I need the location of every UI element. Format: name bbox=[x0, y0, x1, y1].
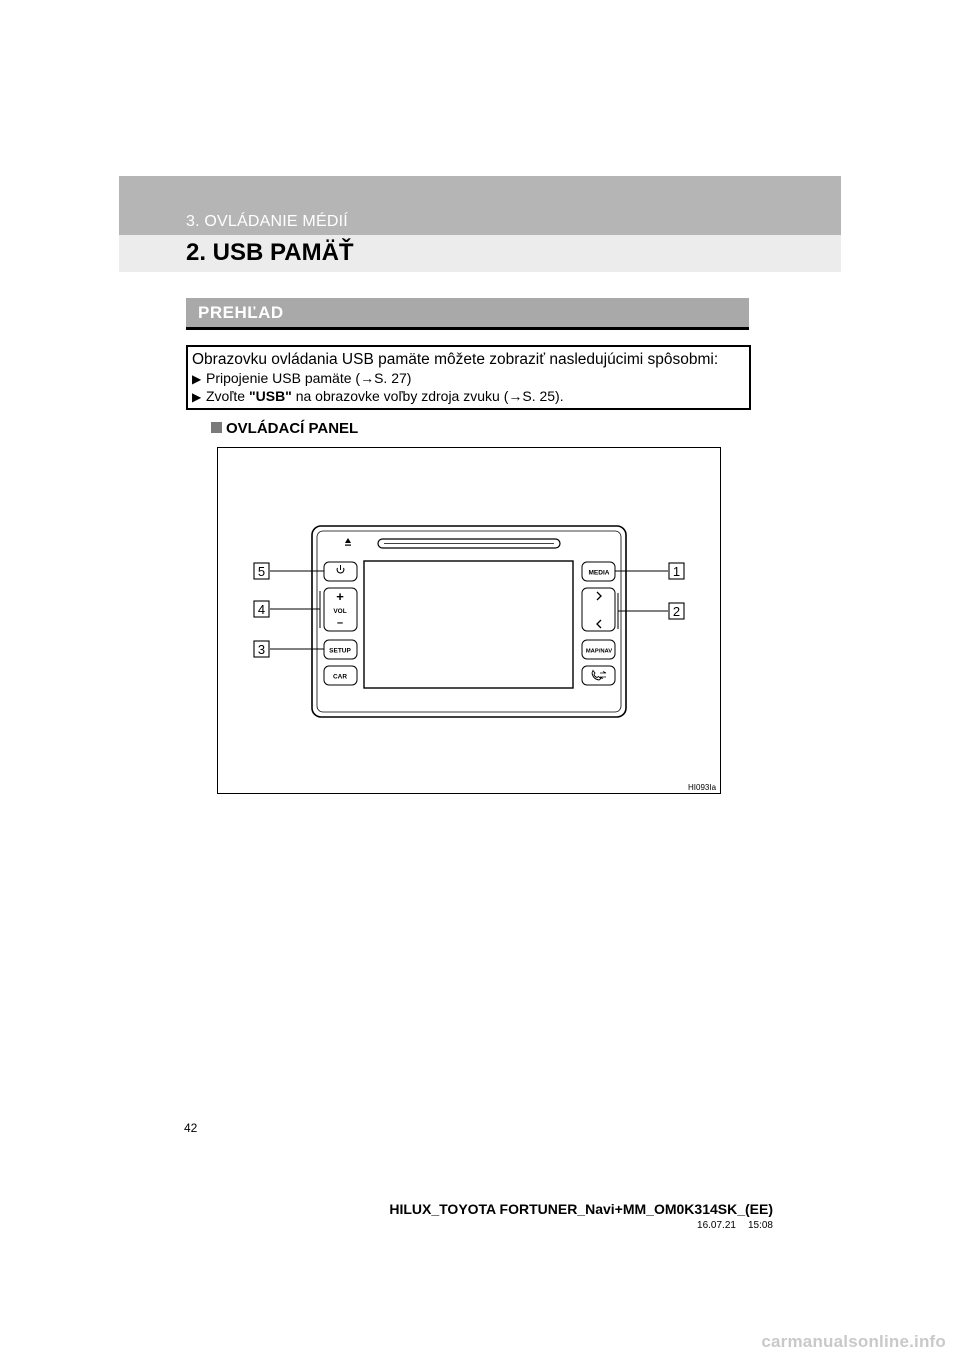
seek-track-button bbox=[582, 588, 615, 631]
overview-item-2-pre: Zvoľte bbox=[206, 388, 249, 404]
overview-heading bbox=[186, 298, 749, 330]
map-nav-label: MAP/NAV bbox=[585, 648, 613, 655]
page-title: 2. USB PAMÄŤ bbox=[186, 239, 354, 266]
overview-item-2 bbox=[192, 387, 564, 407]
volume-plus: + bbox=[336, 589, 344, 604]
overview-item-1 bbox=[192, 369, 411, 389]
overview-item-2-post: na obrazovke voľby zdroja zvuku (→S. 25). bbox=[291, 388, 564, 404]
overview-item-2-usb: "USB" bbox=[248, 388, 292, 404]
control-panel-illustration bbox=[218, 448, 720, 793]
footer-timestamp bbox=[697, 1220, 773, 1231]
square-bullet-icon bbox=[211, 422, 222, 433]
control-panel-figure bbox=[217, 447, 721, 794]
panel-subheading bbox=[211, 420, 358, 437]
chapter-label: 3. OVLÁDANIE MÉDIÍ bbox=[186, 213, 348, 230]
panel-subheading-text: OVLÁDACÍ PANEL bbox=[226, 420, 359, 437]
setup-label: SETUP bbox=[329, 647, 351, 655]
overview-box bbox=[186, 345, 751, 410]
svg-text:3: 3 bbox=[257, 642, 266, 657]
overview-intro: Obrazovku ovládania USB pamäte môžete zobraziť nasledujúcimi spôsobmi: bbox=[192, 351, 719, 368]
svg-text:5: 5 bbox=[257, 564, 266, 579]
power-button bbox=[324, 562, 357, 581]
overview-title: PREHĽAD bbox=[198, 303, 284, 322]
footer-time: 15:08 bbox=[747, 1220, 773, 1231]
section-header bbox=[119, 235, 841, 272]
svg-text:2: 2 bbox=[672, 604, 681, 619]
volume-minus: – bbox=[336, 617, 344, 629]
media-label: MEDIA bbox=[588, 569, 610, 577]
figure-code: HI093Ia bbox=[688, 783, 717, 792]
watermark: carmanualsonline.info bbox=[761, 1332, 946, 1351]
page-number: 42 bbox=[184, 1121, 198, 1135]
bullet-triangle-icon: ▶ bbox=[192, 372, 202, 386]
svg-text:4: 4 bbox=[257, 602, 266, 617]
svg-text:1: 1 bbox=[672, 564, 681, 579]
display-screen bbox=[364, 561, 573, 688]
car-label: CAR bbox=[332, 673, 348, 681]
overview-item-1-text: Pripojenie USB pamäte (→S. 27) bbox=[206, 370, 412, 386]
volume-label: VOL bbox=[333, 608, 347, 615]
chapter-header bbox=[119, 176, 841, 235]
footer-date: 16.07.21 bbox=[697, 1220, 736, 1231]
phone-button bbox=[582, 666, 615, 685]
footer-document-id: HILUX_TOYOTA FORTUNER_Navi+MM_OM0K314SK_(EE) bbox=[389, 1201, 773, 1217]
bullet-triangle-icon: ▶ bbox=[192, 390, 202, 404]
